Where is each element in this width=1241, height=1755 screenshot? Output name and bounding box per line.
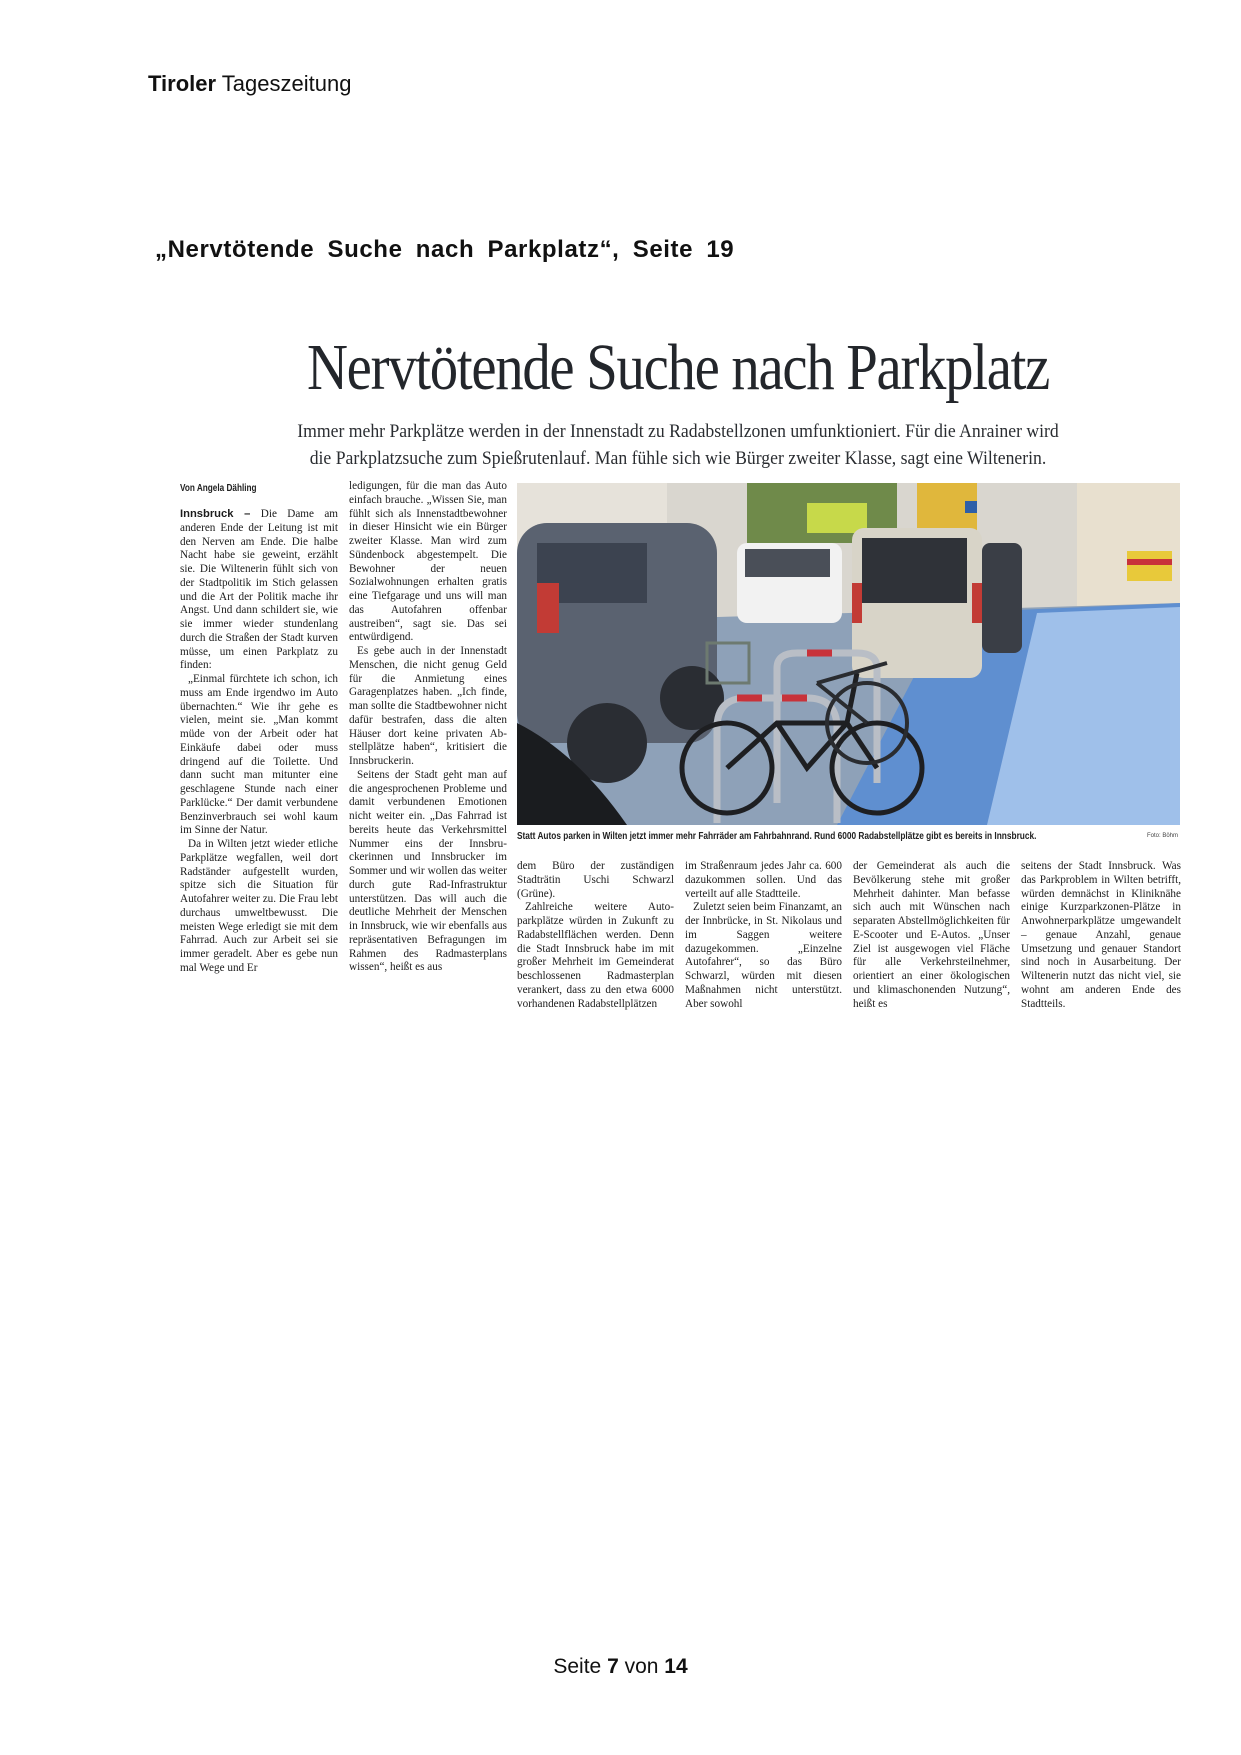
paragraph: seitens der Stadt Innsbruck. Was das Parkproblem in Wilten betrifft, würden demnächst in Kliniknähe einige Kurzparkzonen-Plätze in Anwohnerparkplätze umgewandelt – genaue Anzahl, genaue Umsetzung und genauer Standort sind noch in Ausarbeitung. Der Wiltenerin nutzt das nicht viel, sie wohnt am anderen Ende des Stadtteils. — [1021, 860, 1181, 1010]
publication-name — [148, 71, 351, 97]
paragraph: Zuletzt seien beim Finanzamt, an der Innbrücke, in St. Nikolaus und im Saggen weitere dazugekommen. „Einzelne Autofahrer“, so das Büro Schwarzl, würden mit diesen Maßnahmen nicht unterstützt. Aber sowohl — [685, 901, 842, 1010]
article-column-6 — [1021, 860, 1181, 1011]
paragraph: im Straßenraum jedes Jahr ca. 600 dazukommen sollen. Und das verteilt auf alle Stadtteile. — [685, 860, 842, 900]
article-headline: Nervtötende Suche nach Parkplatz — [306, 331, 1050, 404]
van-taillight-right — [972, 583, 982, 623]
dark-car — [982, 543, 1022, 653]
article-deck — [207, 418, 1148, 472]
dateline: Innsbruck – — [180, 508, 251, 520]
van-taillight — [852, 583, 862, 623]
article-column-1 — [180, 508, 338, 976]
deck-line-1: Immer mehr Parkplätze werden in der Innenstadt zu Radabstellzonen umfunktioniert. Für die Anrainer wird — [297, 421, 1059, 442]
paragraph: „Einmal fürchtete ich schon, ich muss am Ende irgendwo im Auto übernachten.“ Wie ihr gehe es vielen, meint sie. „Man kommt müde von der Arbeit oder hat Einkäufe dabei oder muss dringend auf die Toilette. Und dann sucht man mitunter eine geschlagene Stunde nach einer Parklücke.“ Der damit verbundene Benzinverbrauch sei wohl kaum im Sinne der Natur. — [180, 673, 338, 837]
paragraph: Seitens der Stadt geht man auf die angesprochenen Probleme und damit verbundenen Emotionen nicht weiter ein. „Das Fahrrad ist bereits heute das Verkehrsmittel Nummer eins der Innsbruckerinnen und Innsbrucker im Sommer und wir wollen das weiter durch gute Rad-Infrastruktur unterstützen. Das will auch die deutliche Mehrheit der Menschen in Innsbruck, wie wir ebenfalls aus repräsentativen Befragungen im Rahmen des Radmasterplans wissen“, heißt es aus — [349, 768, 507, 974]
suv-taillight — [537, 583, 559, 633]
paragraph: dem Büro der zuständigen Stadträtin Uschi Schwarzl (Grüne). — [517, 860, 674, 900]
paragraph: ledigungen, für die man das Auto einfach brauche. „Wissen Sie, man fühlt sich als Innenstadtbewohner in dieser Hinsicht wie ein Bürger zweiter Klasse. Man wird zum Sündenbock abgestempelt. Die Bewohner der neuen Sozialwohnungen erhalten gratis eine Tiefgarage und uns will man das Autofahren offenbar austreiben“, sagt sie. Das sei entwürdigend. — [349, 480, 507, 644]
paragraph: Es gebe auch in der Innenstadt Menschen, die nicht genug Geld für die Anmietung eines Garagenplatzes haben. „Ich finde, man sollte die Stadtbewohner nicht dafür bestrafen, dass die alten Häuser dort keine privaten Abstellplätze haben“, kritisiert die Innsbruckerin. — [349, 645, 507, 767]
publication-name-regular: Tageszeitung — [221, 71, 352, 96]
van-rear-window — [862, 538, 967, 603]
paragraph: Zahlreiche weitere Autoparkplätze würden in Zukunft zu Radabstellflächen werden. Denn die Stadt Innsbruck habe im mit großer Mehrheit im Gemeinderat beschlossenen Radmasterplan verankert, dass zu den etwa 6000 vorhandenen Radabstellplätzen — [517, 901, 674, 1010]
building-right — [1077, 483, 1180, 613]
page-footer — [0, 1655, 1241, 1679]
photo-credit: Foto: Böhm — [1147, 833, 1179, 839]
barrier-stripe — [1127, 559, 1172, 565]
article-column-3 — [517, 860, 674, 1011]
paragraph: Innsbruck – Die Dame am anderen Ende der Leitung ist mit den Nerven am Ende. Die halbe Nacht habe sie geweint, erzählt sie. Die Wiltenerin fühlt sich von der Stadtpolitik im Stich gelassen und die Art der Politik mache ihr Angst. Und dann schildert sie, wie sie immer wieder stundenlang durch die Straßen der Stadt kurven müsse, um einen Parkplatz zu finden: — [180, 508, 339, 672]
current-page-number: 7 — [607, 1655, 619, 1678]
street-bike-rack-photo — [517, 483, 1180, 825]
bus — [807, 503, 867, 533]
newspaper-clipping — [172, 300, 1184, 1040]
footer-middle: von — [624, 1655, 659, 1678]
article-column-4 — [685, 860, 842, 1011]
construction-barrier — [1127, 551, 1172, 581]
article-byline: Von Angela Dähling — [180, 483, 257, 494]
footer-prefix: Seite — [553, 1655, 602, 1678]
deck-line-2: die Parkplatzsuche zum Spießrutenlauf. Man fühle sich wie Bürger zweiter Klasse, sagt eine Wiltenerin. — [309, 448, 1047, 469]
parking-sign-icon — [965, 501, 977, 513]
paragraph: der Gemeinderat als auch die Bevölkerung stehe mit großer Mehrheit dahinter. Man befasse sich auch mit Wünschen nach separaten Abstellmöglichkeiten für E-Scooter und E-Autos. „Unser Ziel ist ausgewogen viel Fläche für alle Verkehrsteilnehmer, orientiert an einer ökologischen und klimaschonenden Nutzung“, heißt es — [853, 860, 1010, 1010]
article-photo — [517, 483, 1180, 825]
article-column-5 — [853, 860, 1010, 1011]
article-column-2 — [349, 480, 507, 975]
paragraph: Da in Wilten jetzt wieder etliche Parkplätze wegfallen, weil dort Radständer aufgestellt wurden, spitze sich die Situation für Autofahrer weiter zu. Die Frau lebt durchaus umweltbewusst. Die meisten Wege erledigt sie mit dem Fahrrad. Auch zur Arbeit sei sie immer geradelt. Aber es gebe nun mal Wege und Er — [180, 838, 338, 974]
publication-name-bold: Tiroler — [148, 71, 217, 96]
clipping-reference-title: „Nervtötende Suche nach Parkplatz“, Seite 19 — [155, 236, 735, 263]
photo-caption: Statt Autos parken in Wilten jetzt immer mehr Fahrräder am Fahrbahnrand. Rund 6000 Radabstellplätze gibt es bereits in Innsbruck. — [517, 831, 1037, 842]
total-page-count: 14 — [664, 1655, 688, 1678]
white-suv-window — [745, 549, 830, 577]
